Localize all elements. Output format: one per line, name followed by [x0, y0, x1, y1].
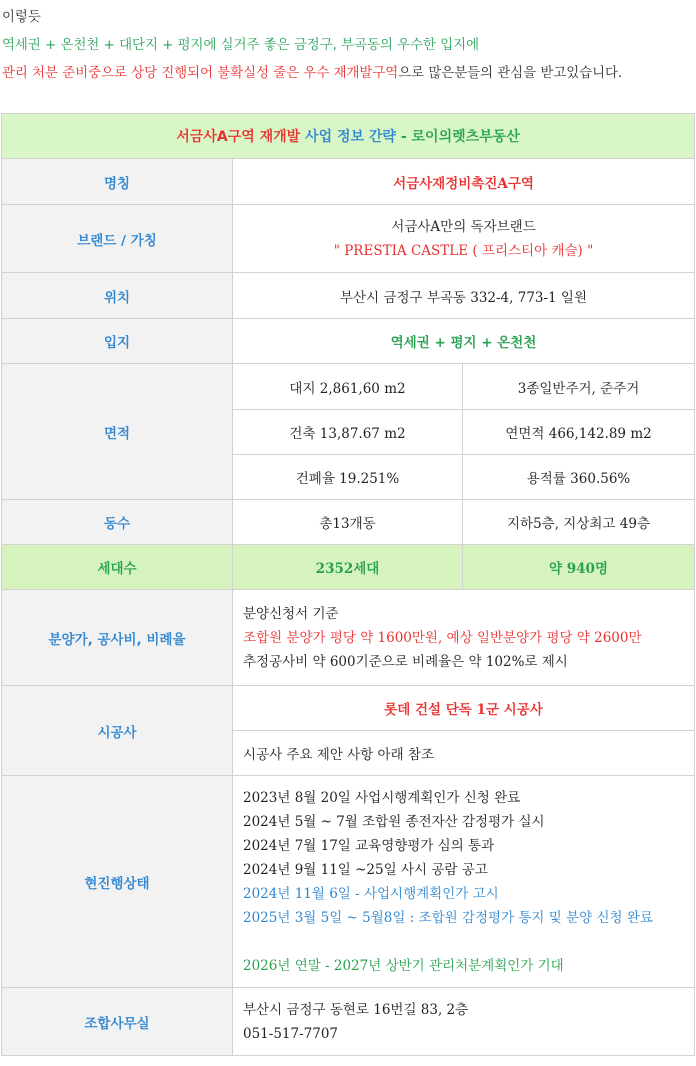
office-label: 조합사무실 [2, 988, 233, 1056]
table-row [2, 500, 695, 545]
table-row [2, 364, 695, 410]
office-value [233, 988, 695, 1056]
area-cell: 대지 2,861,60 m2 [233, 364, 463, 410]
area-cell: 건축 13,87.67 m2 [233, 410, 463, 455]
intro-line-3-rest: 으로 많은분들의 관심을 받고있습니다. [398, 66, 623, 81]
table-row [2, 205, 695, 273]
households-label: 세대수 [2, 545, 233, 590]
area-label: 면적 [2, 364, 233, 500]
brand-line-2: " PRESTIA CASTLE ( 프리스티아 캐슬) " [333, 242, 594, 259]
intro-line-1: 이렇듯 [2, 10, 41, 25]
price-value [233, 590, 695, 686]
buildings-floors: 지하5층, 지상최고 49층 [463, 500, 695, 545]
location-label: 위치 [2, 273, 233, 319]
table-row [2, 988, 695, 1056]
buildings-count: 총13개동 [233, 500, 463, 545]
area-cell: 연면적 466,142.89 m2 [463, 410, 695, 455]
status-line: 2025년 3월 5일 ~ 5월8일 : 조합원 감정평가 통지 및 분양 신청 완료 [243, 909, 653, 926]
brand-label: 브랜드 / 가칭 [2, 205, 233, 273]
buildings-label: 동수 [2, 500, 233, 545]
office-phone: 051-517-7707 [243, 1025, 339, 1042]
brand-value [233, 205, 695, 273]
table-row [2, 273, 695, 319]
table-row [2, 590, 695, 686]
status-line: 2024년 5월 ~ 7월 조합원 종전자산 감정평가 실시 [243, 813, 545, 830]
status-line: 2023년 8월 20일 사업시행계획인가 신청 완료 [243, 789, 521, 806]
table-row [2, 545, 695, 590]
contractor-label: 시공사 [2, 686, 233, 776]
title-part-1: 서금사A구역 재개발 [176, 129, 301, 145]
status-label: 현진행상태 [2, 776, 233, 988]
price-line: 조합원 분양가 평당 약 1600만원, 예상 일반분양가 평당 약 2600만 [243, 629, 642, 646]
price-line: 추정공사비 약 600기준으로 비례율은 약 102%로 제시 [243, 653, 568, 670]
intro-text [0, 0, 696, 88]
status-line: 2024년 11월 6일 - 사업시행계획인가 고시 [243, 885, 499, 902]
site-value: 역세권 + 평지 + 온천천 [233, 319, 695, 364]
households-people: 약 940명 [463, 545, 695, 590]
table-title [2, 114, 695, 159]
project-info-table [1, 113, 695, 1056]
area-cell: 용적률 360.56% [463, 455, 695, 500]
status-value [233, 776, 695, 988]
intro-line-2: 역세권 + 온천천 + 대단지 + 평지에 실거주 좋은 금정구, 부곡동의 우수한 입지에 [2, 38, 480, 53]
households-count: 2352세대 [233, 545, 463, 590]
table-title-row [2, 114, 695, 159]
intro-line-3 [2, 60, 694, 88]
table-row [2, 159, 695, 205]
table-row [2, 686, 695, 731]
brand-line-1: 서금사A만의 독자브랜드 [391, 218, 536, 235]
status-spacer [243, 930, 686, 954]
name-label: 명칭 [2, 159, 233, 205]
price-label: 분양가, 공사비, 비례율 [2, 590, 233, 686]
table-row [2, 319, 695, 364]
table-row [2, 776, 695, 988]
site-label: 입지 [2, 319, 233, 364]
office-address: 부산시 금정구 동현로 16번길 83, 2층 [243, 1001, 469, 1018]
status-line: 2024년 7월 17일 교육영향평가 심의 통과 [243, 837, 495, 854]
name-value: 서금사재정비촉진A구역 [233, 159, 695, 205]
area-cell: 3종일반주거, 준주거 [463, 364, 695, 410]
location-value: 부산시 금정구 부곡동 332-4, 773-1 일원 [233, 273, 695, 319]
status-line: 2026년 연말 - 2027년 상반기 관리처분계획인가 기대 [243, 957, 564, 974]
price-line: 분양신청서 기준 [243, 605, 339, 622]
title-part-2: 사업 정보 간략 [300, 129, 396, 145]
contractor-value: 롯데 건설 단독 1군 시공사 [233, 686, 695, 731]
status-line: 2024년 9월 11일 ~25일 사시 공람 공고 [243, 861, 488, 878]
title-part-3: - 로이의렛츠부동산 [395, 129, 520, 145]
area-cell: 건폐율 19.251% [233, 455, 463, 500]
intro-line-3-highlight: 관리 처분 준비중으로 상당 진행되어 불확실성 줄은 우수 재개발구역 [2, 66, 399, 81]
contractor-note: 시공사 주요 제안 사항 아래 참조 [233, 731, 695, 776]
